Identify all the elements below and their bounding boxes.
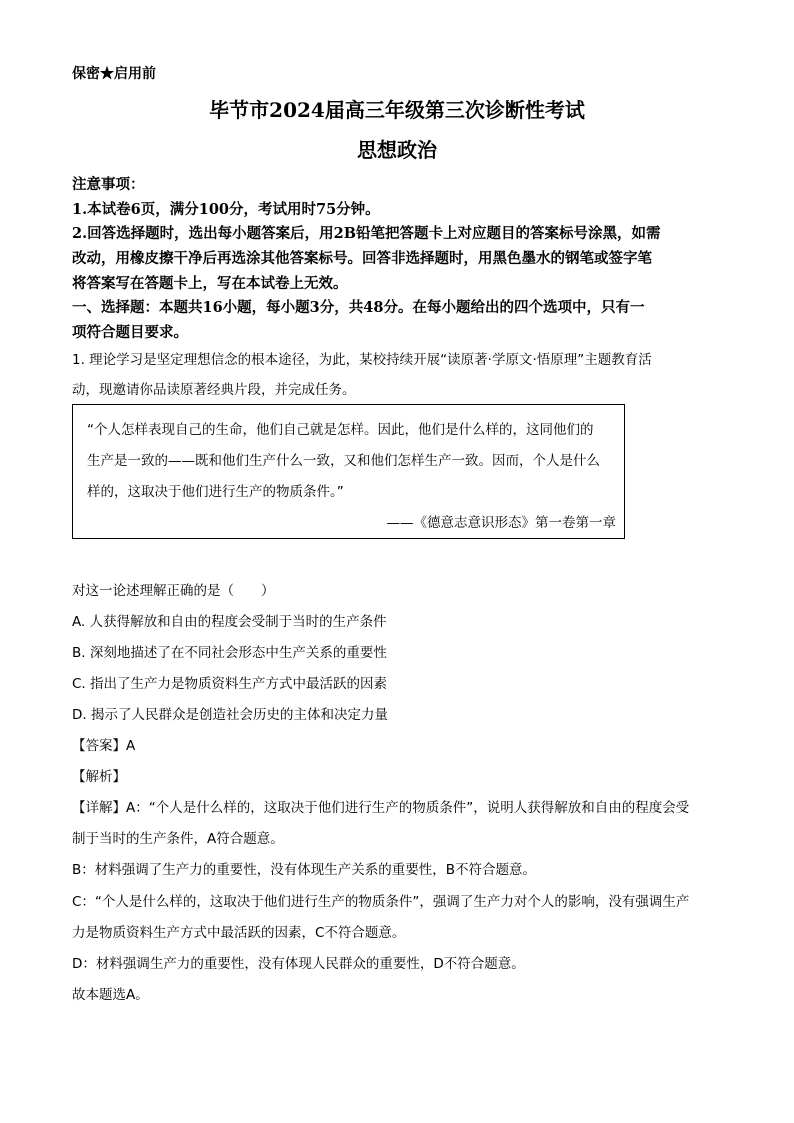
question-1-stem-line-1: 1. 理论学习是坚定理想信念的根本途径，为此，某校持续开展“读原著·学原文·悟原理”主题教育活 [72, 352, 652, 368]
section-heading-line-2: 项符合题目要求。 [72, 324, 188, 341]
detail-line-5: 力是物质资料生产方式中最活跃的因素，C不符合题意。 [72, 925, 406, 941]
notice-item-2-line-2: 改动，用橡皮擦干净后再选涂其他答案标号。回答非选择题时，用黑色墨水的钢笔或签字笔 [72, 250, 652, 267]
notice-item-1: 1.本试卷6页，满分100分，考试用时75分钟。 [72, 201, 380, 218]
question-1-stem-line-2: 动，现邀请你品读原著经典片段，并完成任务。 [72, 382, 356, 398]
option-a: A. 人获得解放和自由的程度会受制于当时的生产条件 [72, 614, 387, 630]
exam-title: 毕节市2024届高三年级第三次诊断性考试 [209, 98, 585, 122]
answer-row [72, 734, 135, 754]
detail-line-4: C：“个人是什么样的，这取决于他们进行生产的物质条件”，强调了生产力对个人的影响，没有强调生产 [72, 894, 690, 910]
detail-line-3: B：材料强调了生产力的重要性，没有体现生产关系的重要性，B不符合题意。 [72, 862, 537, 878]
answer-label: 【答案】 [72, 738, 126, 754]
detail-line-2: 制于当时的生产条件，A符合题意。 [72, 831, 284, 847]
subject-title: 思想政治 [357, 138, 437, 162]
notice-heading: 注意事项： [72, 176, 145, 193]
detail-label: 【详解】 [72, 800, 126, 816]
question-1-prompt: 对这一论述理解正确的是（ ） [72, 583, 275, 599]
quote-line-2: 生产是一致的——既和他们生产什么一致，又和他们怎样生产一致。因而，个人是什么 [87, 453, 600, 469]
quote-line-1: “个人怎样表现自己的生命，他们自己就是怎样。因此，他们是什么样的，这同他们的 [87, 422, 594, 438]
detail-line-6: D：材料强调生产力的重要性，没有体现人民群众的重要性，D不符合题意。 [72, 956, 525, 972]
analysis-label: 【解析】 [72, 769, 126, 785]
notice-item-2-line-1: 2.回答选择题时，选出每小题答案后，用2B铅笔把答题卡上对应题目的答案标号涂黑，如需 [72, 225, 661, 242]
option-c: C. 指出了生产力是物质资料生产方式中最活跃的因素 [72, 676, 388, 692]
quote-line-3: 样的，这取决于他们进行生产的物质条件。” [87, 484, 344, 500]
detail-text-1: A：“个人是什么样的，这取决于他们进行生产的物质条件”，说明人获得解放和自由的程度会受 [126, 800, 690, 816]
conclusion: 故本题选A。 [72, 987, 149, 1003]
detail-line-1 [72, 796, 689, 816]
option-b: B. 深刻地描述了在不同社会形态中生产关系的重要性 [72, 645, 387, 661]
confidential-label: 保密★启用前 [72, 66, 156, 82]
answer-value: A [126, 738, 136, 754]
section-heading-line-1: 一、选择题：本题共16小题，每小题3分，共48分。在每小题给出的四个选项中，只有一 [72, 299, 645, 316]
option-d: D. 揭示了人民群众是创造社会历史的主体和决定力量 [72, 707, 388, 723]
quote-source: ——《德意志意识形态》第一卷第一章 [386, 515, 616, 531]
quote-box [72, 404, 625, 539]
notice-item-2-line-3: 将答案写在答题卡上，写在本试卷上无效。 [72, 275, 348, 292]
